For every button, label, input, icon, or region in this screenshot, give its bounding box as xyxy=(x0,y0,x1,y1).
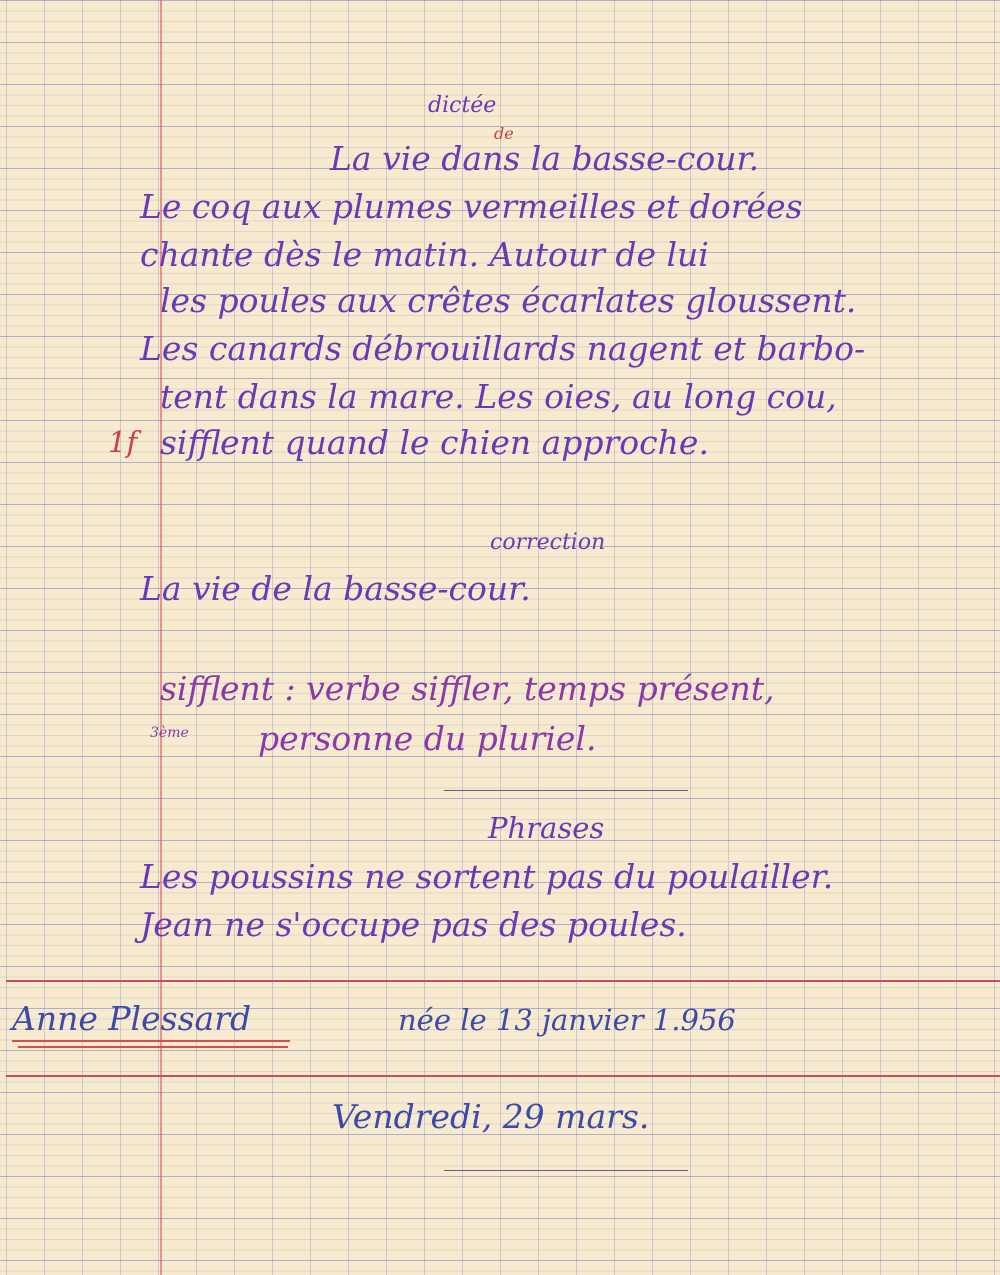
phrases-line: Jean ne s'occupe pas des poules. xyxy=(140,905,687,944)
name-underline xyxy=(18,1046,288,1048)
dictee-line: Les canards débrouillards nagent et barbo- xyxy=(140,329,866,368)
phrases-heading: Phrases xyxy=(488,811,605,845)
divider xyxy=(444,790,688,791)
dictee-line: les poules aux crêtes écarlates gloussent. xyxy=(160,281,857,320)
teacher-insertion: de xyxy=(494,124,514,143)
dictee-title: La vie dans la basse-cour. xyxy=(330,139,760,178)
birth-info: née le 13 janvier 1.956 xyxy=(398,1003,736,1037)
ordinal-mark: 3ème xyxy=(150,725,189,741)
dictee-line: Le coq aux plumes vermeilles et dorées xyxy=(140,187,803,226)
dictee-line: tent dans la mare. Les oies, au long cou, xyxy=(160,377,837,416)
correction-analysis: personne du pluriel. xyxy=(258,719,597,758)
correction-analysis: sifflent : verbe siffler, temps présent, xyxy=(160,669,775,708)
dictee-line: sifflent quand le chien approche. xyxy=(160,423,709,462)
red-rule xyxy=(6,1075,1000,1077)
correction-title: La vie de la basse-cour. xyxy=(140,569,531,608)
date: Vendredi, 29 mars. xyxy=(332,1097,650,1136)
correction-heading: correction xyxy=(490,530,606,555)
name-underline xyxy=(12,1040,290,1042)
red-rule xyxy=(6,980,1000,982)
divider xyxy=(444,1170,688,1171)
phrases-line: Les poussins ne sortent pas du poulailler. xyxy=(140,857,834,896)
dictee-heading: dictée xyxy=(428,93,497,118)
margin-mark: 1f xyxy=(108,425,138,459)
dictee-line: chante dès le matin. Autour de lui xyxy=(140,235,709,274)
student-name: Anne Plessard xyxy=(12,999,252,1038)
